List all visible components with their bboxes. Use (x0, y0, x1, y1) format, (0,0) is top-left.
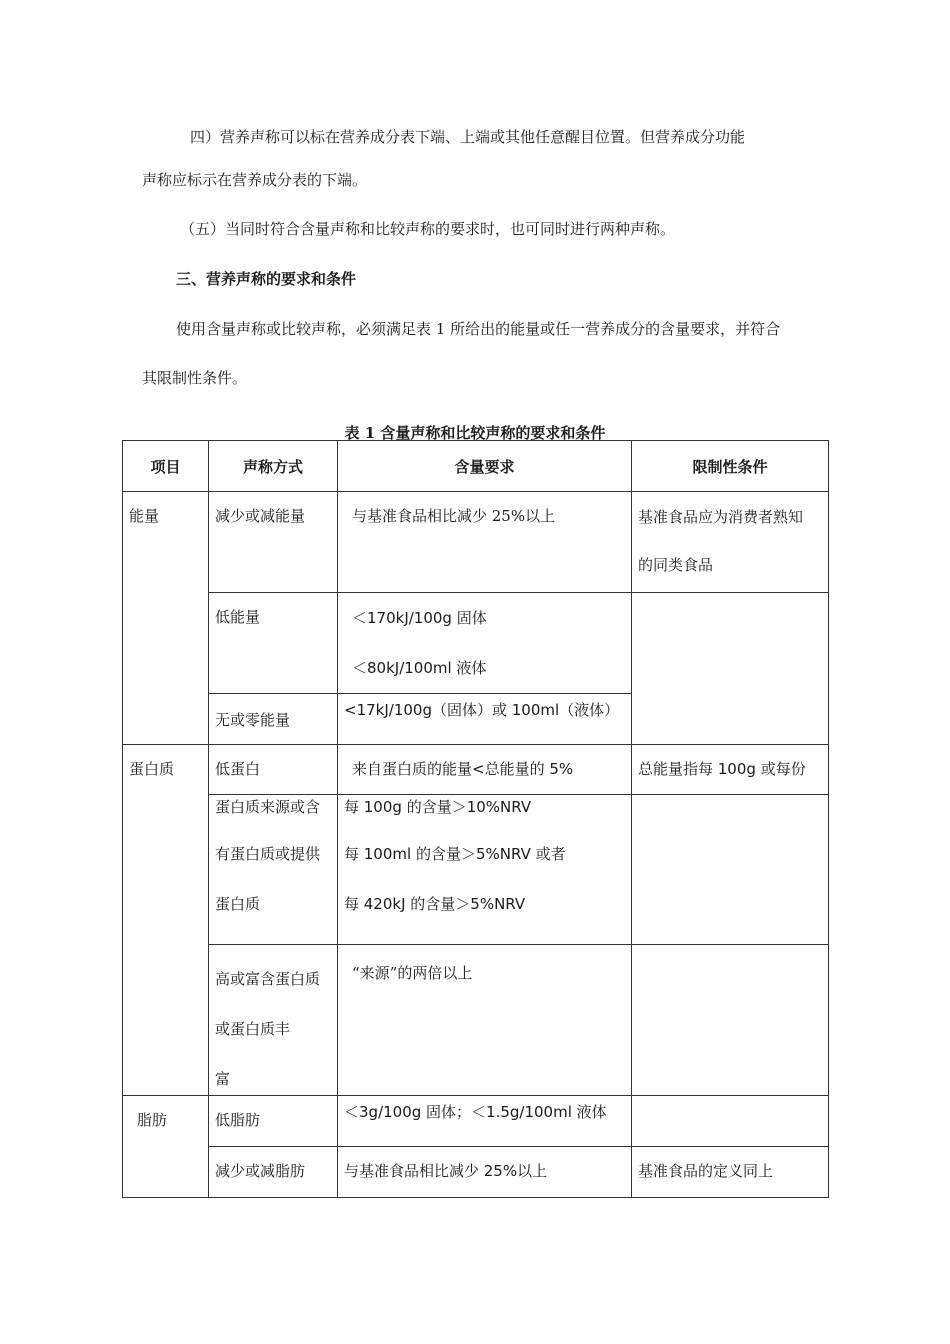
claim-line: 蛋白质来源或含 (215, 798, 321, 816)
claim-low-energy: 低能量 (209, 593, 338, 694)
claim-reduced-energy: 减少或减能量 (209, 492, 338, 593)
table-row (123, 1147, 829, 1198)
paragraph-requirements-line-2: 其限制性条件。 (142, 369, 248, 387)
condition-low-protein: 总能量指每 100g 或每份 (632, 745, 829, 795)
table-row (123, 1096, 829, 1147)
item-fat: 脂肪 (123, 1096, 209, 1198)
requirement-line: 每 100g 的含量＞10%NRV (344, 798, 532, 816)
table-row (123, 492, 829, 593)
condition-low-energy (632, 593, 829, 745)
claim-line: 有蛋白质或提供 (215, 845, 321, 863)
claim-low-fat: 低脂肪 (209, 1096, 338, 1147)
condition-reduced-energy (632, 492, 829, 593)
paragraph-5: （五）当同时符合含量声称和比较声称的要求时，也可同时进行两种声称。 (180, 220, 676, 238)
claim-line: 高或富含蛋白质 (215, 970, 321, 988)
requirement-reduced-fat: 与基准食品相比减少 25%以上 (338, 1147, 632, 1198)
condition-high-protein (632, 945, 829, 1096)
claim-high-protein (209, 945, 338, 1096)
paragraph-4-line-2: 声称应标示在营养成分表的下端。 (142, 171, 368, 189)
item-energy: 能量 (123, 492, 209, 745)
table-row (123, 593, 829, 694)
header-claim-method: 声称方式 (209, 441, 338, 492)
claim-zero-energy: 无或零能量 (209, 694, 338, 745)
nutrition-claims-table (122, 440, 829, 1198)
table-header-row (123, 441, 829, 492)
condition-protein-source (632, 795, 829, 945)
table-row (123, 945, 829, 1096)
claim-low-protein: 低蛋白 (209, 745, 338, 795)
requirement-protein-source (338, 795, 632, 945)
paragraph-4-line-1: 四）营养声称可以标在营养成分表下端、上端或其他任意醒目位置。但营养成分功能 (190, 128, 746, 146)
claim-protein-source (209, 795, 338, 945)
requirement-high-protein: “来源”的两倍以上 (338, 945, 632, 1096)
claim-line: 富 (215, 1070, 231, 1088)
table-caption: 表 1 含量声称和比较声称的要求和条件 (344, 424, 606, 442)
header-restrictive-condition: 限制性条件 (632, 441, 829, 492)
requirement-low-fat: ＜3g/100g 固体；＜1.5g/100ml 液体 (338, 1096, 632, 1147)
claim-reduced-fat: 减少或减脂肪 (209, 1147, 338, 1198)
condition-line: 基准食品应为消费者熟知 (638, 508, 804, 526)
requirement-line: 每 420kJ 的含量＞5%NRV (344, 895, 526, 913)
condition-low-fat (632, 1096, 829, 1147)
condition-line: 的同类食品 (638, 556, 714, 574)
paragraph-requirements-line-1: 使用含量声称或比较声称，必须满足表 1 所给出的能量或任一营养成分的含量要求，并符合 (176, 320, 781, 338)
section-heading-3: 三、营养声称的要求和条件 (176, 270, 357, 288)
requirement-reduced-energy: 与基准食品相比减少 25%以上 (338, 492, 632, 593)
requirement-low-protein: 来自蛋白质的能量<总能量的 5% (338, 745, 632, 795)
requirement-zero-energy: <17kJ/100g（固体）或 100ml（液体） (338, 694, 632, 745)
header-item: 项目 (123, 441, 209, 492)
claim-line: 蛋白质 (215, 895, 261, 913)
claim-line: 或蛋白质丰 (215, 1020, 291, 1038)
requirement-low-energy (338, 593, 632, 694)
condition-reduced-fat: 基准食品的定义同上 (632, 1147, 829, 1198)
item-protein: 蛋白质 (123, 745, 209, 1096)
requirement-line: 每 100ml 的含量＞5%NRV 或者 (344, 845, 566, 863)
requirement-line: ＜80kJ/100ml 液体 (352, 659, 487, 677)
requirement-line: ＜170kJ/100g 固体 (352, 609, 487, 627)
table-row (123, 795, 829, 945)
table-row (123, 745, 829, 795)
header-content-requirement: 含量要求 (338, 441, 632, 492)
